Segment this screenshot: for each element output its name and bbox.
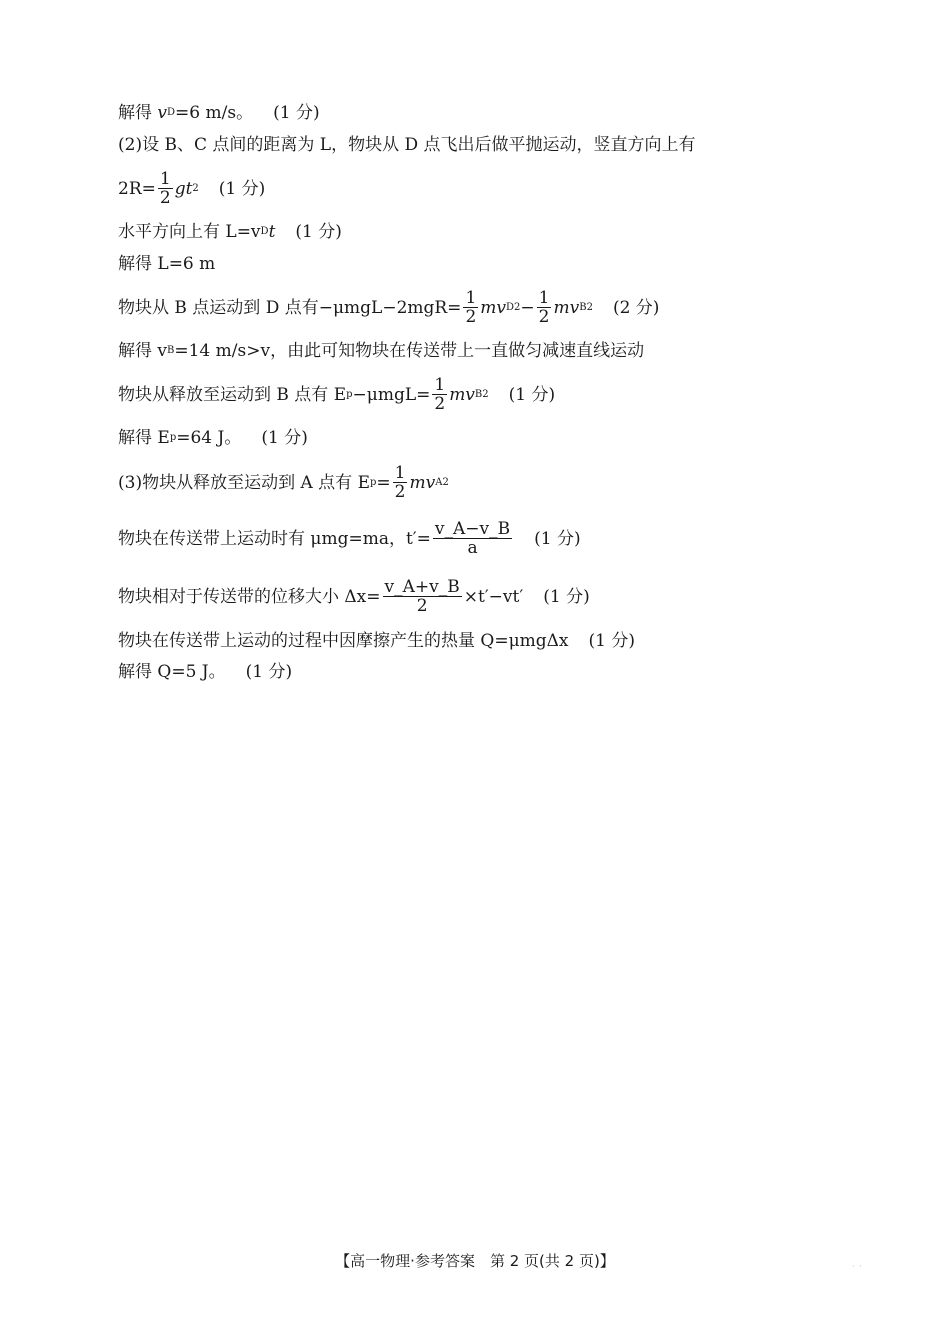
answer-line-14	[118, 661, 910, 683]
scan-mark: · ·	[852, 1262, 863, 1271]
numerator: v_A−v_B	[434, 519, 511, 539]
answer-line-10	[118, 464, 910, 501]
denominator: 2	[434, 394, 446, 414]
text: =64 J。	[176, 428, 242, 448]
text: 解得 L=6 m	[118, 254, 216, 274]
text: 解得 v	[118, 341, 168, 361]
text: 物块在传送带上运动时有 μmg=ma，t′=	[118, 528, 431, 549]
subscript: B	[167, 345, 175, 356]
subscript: D	[167, 107, 176, 118]
fraction	[158, 170, 173, 207]
var: v	[157, 103, 168, 123]
score-label: (1 分)	[543, 586, 590, 607]
subscript: A	[435, 476, 443, 488]
fraction	[433, 520, 512, 557]
text: 解得 E	[118, 428, 170, 448]
var: mv	[480, 297, 506, 318]
var: t	[268, 222, 276, 242]
answer-line-3	[118, 170, 910, 207]
text: −	[520, 297, 535, 318]
subscript: D	[506, 301, 515, 313]
fraction	[537, 289, 552, 326]
page-footer: 【高一物理·参考答案 第 2 页(共 2 页)】	[335, 1252, 615, 1270]
var: mv	[553, 297, 580, 318]
answer-line-9	[118, 427, 910, 449]
subscript: B	[474, 388, 483, 400]
text: (2)设 B、C 点间的距离为 L，物块从 D 点飞出后做平抛运动，竖直方向上有	[118, 135, 696, 155]
text: 物块从释放至运动到 B 点有 E	[118, 384, 347, 405]
text: 物块从 B 点运动到 D 点有−μmgL−2mgR=	[118, 297, 462, 318]
numerator: 1	[394, 463, 406, 483]
numerator: 1	[434, 375, 446, 395]
score-label: (1 分)	[588, 631, 635, 651]
fraction	[432, 376, 447, 413]
denominator: 2	[416, 596, 428, 616]
var: mv	[409, 472, 436, 493]
superscript: 2	[192, 182, 199, 194]
text: =14 m/s>v，由此可知物块在传送带上一直做匀减速直线运动	[174, 341, 645, 361]
denominator: a	[467, 538, 478, 558]
answer-line-8	[118, 376, 910, 413]
score-label: (1 分)	[245, 662, 293, 682]
score-label: (1 分)	[261, 428, 308, 448]
text: =	[376, 472, 391, 493]
text: 水平方向上有 L=v	[118, 222, 261, 242]
numerator: 1	[159, 169, 171, 189]
score-label: (1 分)	[534, 528, 581, 549]
answer-line-11	[118, 520, 910, 557]
answer-line-13	[118, 630, 910, 652]
superscript: 2	[482, 388, 489, 400]
text: 解得 Q=5 J。	[118, 662, 226, 682]
denominator: 2	[538, 307, 550, 327]
subscript: p	[346, 388, 353, 400]
text: −μmgL=	[352, 384, 431, 405]
superscript: 2	[442, 476, 449, 488]
subscript: p	[369, 476, 377, 488]
superscript: 2	[514, 301, 521, 313]
denominator: 2	[159, 188, 171, 208]
subscript: p	[169, 432, 177, 443]
text: 物块相对于传送带的位移大小 Δx=	[118, 586, 381, 607]
answer-line-2	[118, 134, 910, 156]
denominator: 2	[465, 307, 477, 327]
text: 解得	[118, 103, 158, 123]
text: ×t′−vt′	[463, 586, 524, 607]
answer-line-7	[118, 340, 910, 362]
answer-line-5	[118, 253, 910, 275]
answer-line-1	[118, 102, 910, 124]
text: 物块在传送带上运动的过程中因摩擦产生的热量 Q=μmgΔx	[118, 631, 569, 651]
text: =6 m/s。	[175, 103, 254, 123]
subscript: B	[579, 301, 587, 313]
var: gt	[174, 178, 193, 199]
subscript: D	[260, 226, 269, 237]
denominator: 2	[394, 482, 406, 502]
answer-line-6	[118, 289, 910, 326]
fraction	[383, 578, 462, 615]
score-label: (1 分)	[295, 222, 342, 242]
numerator: v_A+v_B	[384, 577, 460, 597]
var: mv	[449, 384, 475, 405]
answer-line-4	[118, 221, 910, 243]
score-label: (1 分)	[508, 384, 556, 405]
score-label: (1 分)	[273, 103, 320, 123]
text: (3)物块从释放至运动到 A 点有 E	[118, 472, 370, 493]
superscript: 2	[586, 301, 593, 313]
fraction	[463, 289, 478, 326]
score-label: (2 分)	[612, 297, 660, 318]
fraction	[393, 464, 408, 501]
answer-line-12	[118, 578, 910, 615]
text: 2R=	[118, 178, 156, 199]
score-label: (1 分)	[218, 178, 266, 199]
numerator: 1	[538, 288, 550, 308]
numerator: 1	[465, 288, 477, 308]
